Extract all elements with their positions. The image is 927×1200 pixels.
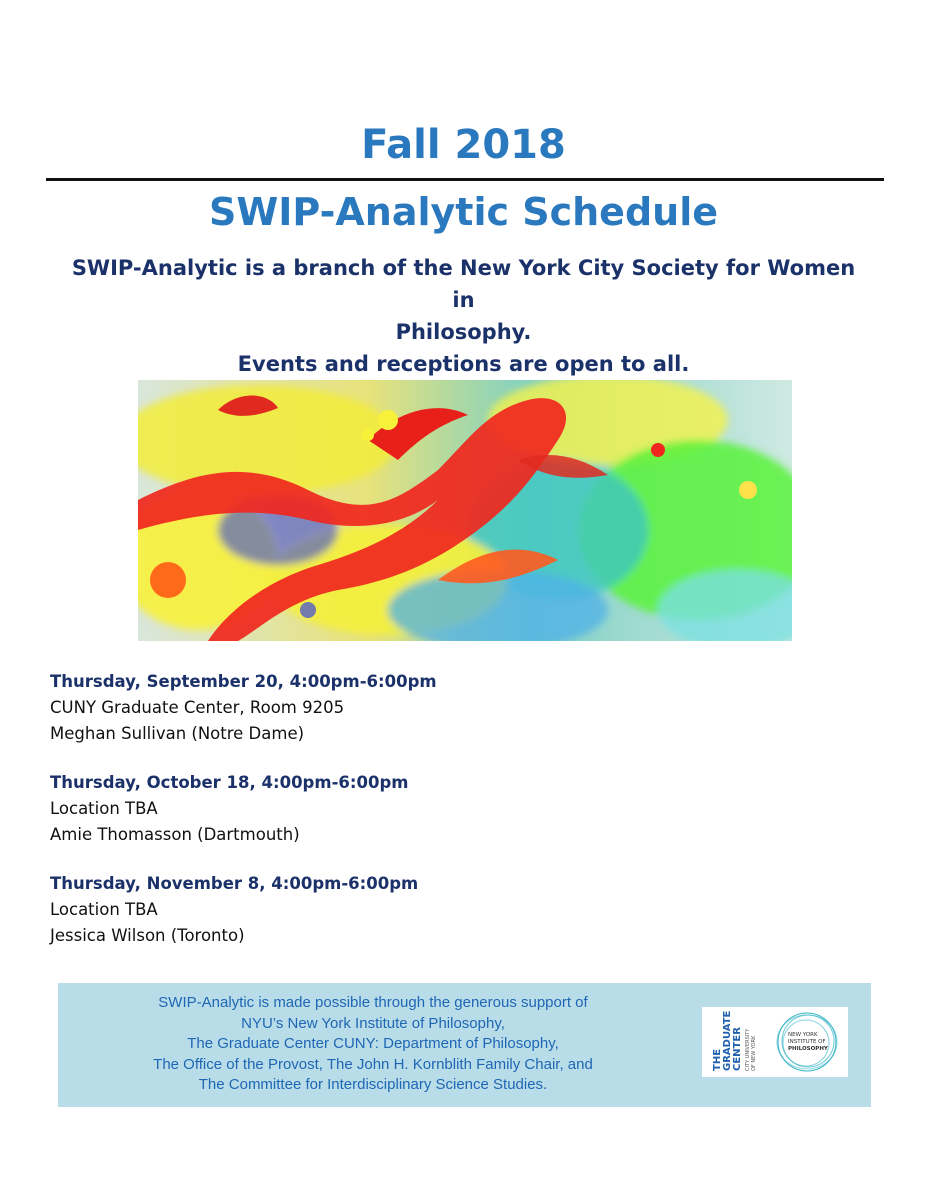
event-speaker: Meghan Sullivan (Notre Dame) [50, 724, 305, 743]
title-divider [46, 178, 884, 181]
page-title: Fall 2018 [361, 122, 566, 168]
event-list [50, 669, 850, 972]
support-text [78, 993, 668, 1096]
graduate-center-logo [706, 1011, 768, 1073]
event-location: CUNY Graduate Center, Room 9205 [50, 698, 345, 717]
support-line: The Graduate Center CUNY: Department of Philosophy, [187, 1035, 559, 1052]
support-line: The Office of the Provost, The John H. Kornblith Family Chair, and [153, 1055, 593, 1073]
page-subtitle: SWIP-Analytic Schedule [209, 190, 718, 234]
support-box [58, 983, 871, 1107]
gc-logo-text: GRADUATE [722, 1011, 733, 1071]
event-item [50, 871, 850, 949]
nyip-logo [774, 1009, 840, 1075]
intro-text [60, 252, 867, 380]
abstract-paint-image [138, 380, 792, 641]
event-location: Location TBA [50, 900, 158, 919]
support-line: NYU’s New York Institute of Philosophy, [241, 1014, 505, 1032]
nyip-logo-text: NEW YORK [788, 1032, 818, 1038]
event-speaker: Amie Thomasson (Dartmouth) [50, 825, 300, 844]
support-line: The Committee for Interdisciplinary Science Studies. [198, 1076, 548, 1093]
nyip-logo-text: PHILOSOPHY [788, 1046, 828, 1052]
event-location: Location TBA [50, 799, 158, 818]
event-speaker: Jessica Wilson (Toronto) [50, 926, 245, 945]
nyip-logo-text: INSTITUTE OF [788, 1039, 826, 1045]
intro-line: Philosophy. [395, 320, 532, 344]
sponsor-logos [702, 1007, 848, 1077]
event-datetime: Thursday, November 8, 4:00pm-6:00pm [50, 874, 419, 893]
event-item [50, 770, 850, 848]
support-line: SWIP-Analytic is made possible through the generous support of [158, 994, 588, 1011]
gc-logo-text: THE [712, 1048, 723, 1071]
event-datetime: Thursday, October 18, 4:00pm-6:00pm [50, 773, 409, 792]
gc-logo-text: CITY UNIVERSITY [745, 1028, 751, 1071]
gc-logo-text: CENTER [732, 1027, 743, 1071]
gc-logo-text: OF NEW YORK [751, 1035, 757, 1071]
event-datetime: Thursday, September 20, 4:00pm-6:00pm [50, 672, 437, 691]
intro-line: Events and receptions are open to all. [237, 352, 690, 376]
intro-line: SWIP-Analytic is a branch of the New York City Society for Women in [71, 256, 856, 312]
event-item [50, 669, 850, 747]
